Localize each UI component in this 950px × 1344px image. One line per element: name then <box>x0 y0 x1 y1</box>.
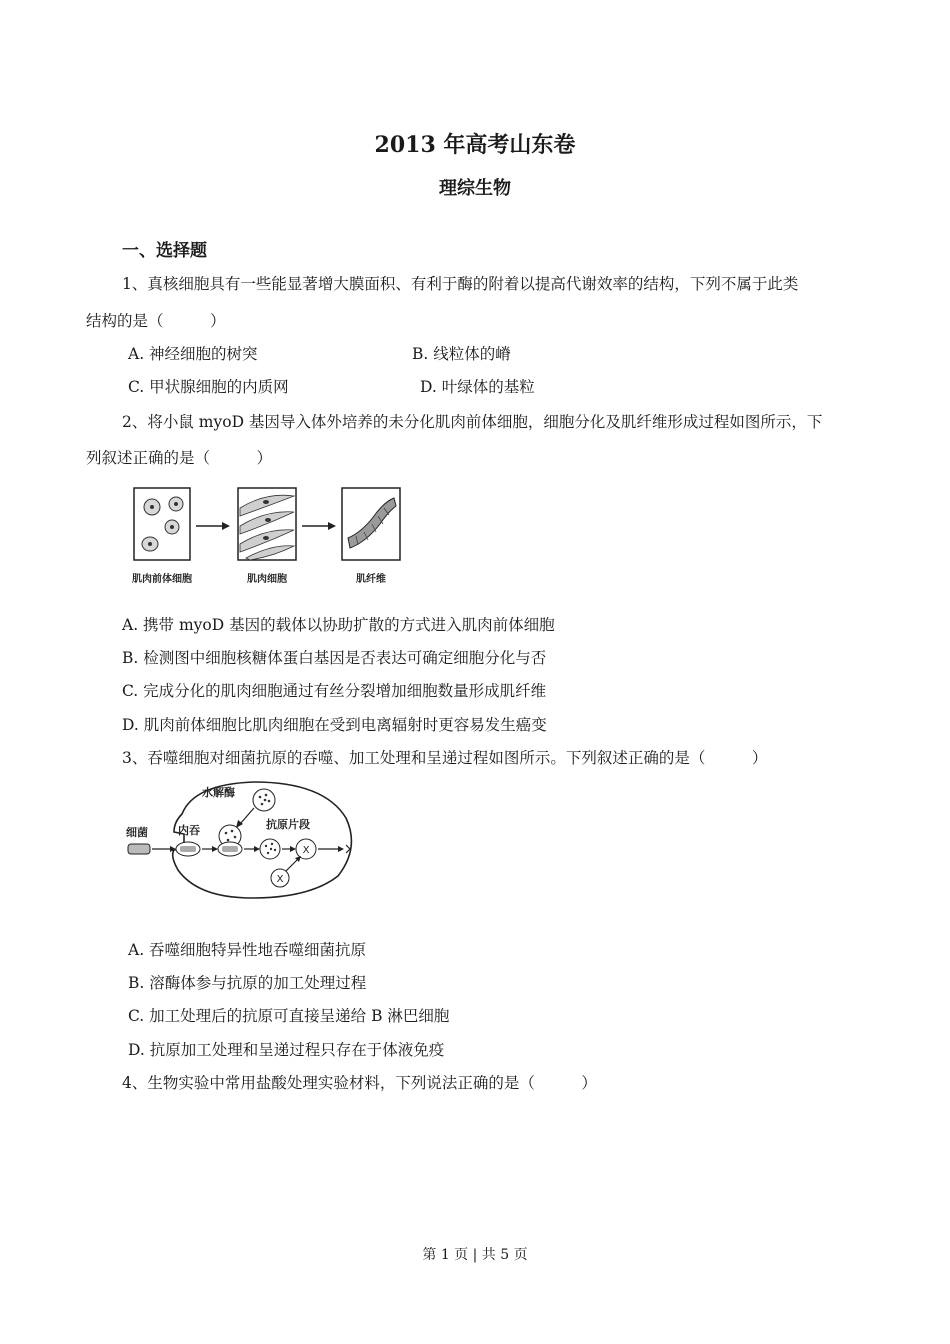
q1-stem-line2: 结构的是（ ） <box>86 312 226 330</box>
q1-option-d: D. 叶绿体的基粒 <box>420 378 535 396</box>
section-heading: 一、选择题 <box>122 241 207 261</box>
q2-figure <box>126 482 416 590</box>
label-endocytosis: 内吞 <box>178 824 200 837</box>
q1-stem-line1: 1、真核细胞具有一些能显著增大膜面积、有利于酶的附着以提高代谢效率的结构，下列不属于此类 <box>122 275 799 293</box>
label-hydrolase: 水解酶 <box>202 786 235 799</box>
q2-stem-line1: 2、将小鼠 myoD 基因导入体外培养的未分化肌肉前体细胞，细胞分化及肌纤维形成过程如图所示，下 <box>122 413 823 431</box>
label-muscle-fiber: 肌纤维 <box>356 574 386 585</box>
q3-option-a: A. 吞噬细胞特异性地吞噬细菌抗原 <box>128 941 367 959</box>
q2-stem-line2: 列叙述正确的是（ ） <box>86 449 273 467</box>
q2-option-d: D. 肌肉前体细胞比肌肉细胞在受到电离辐射时更容易发生癌变 <box>122 716 547 734</box>
q1-option-c: C. 甲状腺细胞的内质网 <box>128 378 289 396</box>
mhc-symbol: X <box>302 845 310 856</box>
svg-text:X: X <box>276 874 284 885</box>
label-antigen-fragment: 抗原片段 <box>266 818 310 831</box>
label-bacteria: 细菌 <box>126 826 148 839</box>
q4-stem: 4、生物实验中常用盐酸处理实验材料，下列说法正确的是（ ） <box>122 1074 597 1092</box>
muscle-differentiation-diagram <box>126 482 416 590</box>
phagocyte-diagram <box>124 778 360 902</box>
q2-option-a: A. 携带 myoD 基因的载体以协助扩散的方式进入肌肉前体细胞 <box>122 616 555 634</box>
page-title: 2013 年高考山东卷 <box>374 132 576 158</box>
label-muscle-cell: 肌肉细胞 <box>247 574 287 585</box>
page-subtitle: 理综生物 <box>439 178 511 199</box>
q3-option-b: B. 溶酶体参与抗原的加工处理过程 <box>128 974 367 992</box>
q3-option-d: D. 抗原加工处理和呈递过程只存在于体液免疫 <box>128 1041 445 1059</box>
q1-option-b: B. 线粒体的嵴 <box>412 345 511 363</box>
q2-option-b: B. 检测图中细胞核糖体蛋白基因是否表达可确定细胞分化与否 <box>122 649 547 667</box>
q3-option-c: C. 加工处理后的抗原可直接呈递给 B 淋巴细胞 <box>128 1007 450 1025</box>
label-precursor-cell: 肌肉前体细胞 <box>132 574 192 585</box>
bacterium <box>128 844 150 854</box>
q1-option-a: A. 神经细胞的树突 <box>128 345 258 363</box>
q3-stem: 3、吞噬细胞对细菌抗原的吞噬、加工处理和呈递过程如图所示。下列叙述正确的是（ ） <box>122 749 768 767</box>
precursor-cell-box <box>134 488 190 560</box>
page-footer: 第 1 页 | 共 5 页 <box>422 1247 528 1263</box>
q2-option-c: C. 完成分化的肌肉细胞通过有丝分裂增加细胞数量形成肌纤维 <box>122 682 547 700</box>
q3-figure <box>124 778 360 902</box>
